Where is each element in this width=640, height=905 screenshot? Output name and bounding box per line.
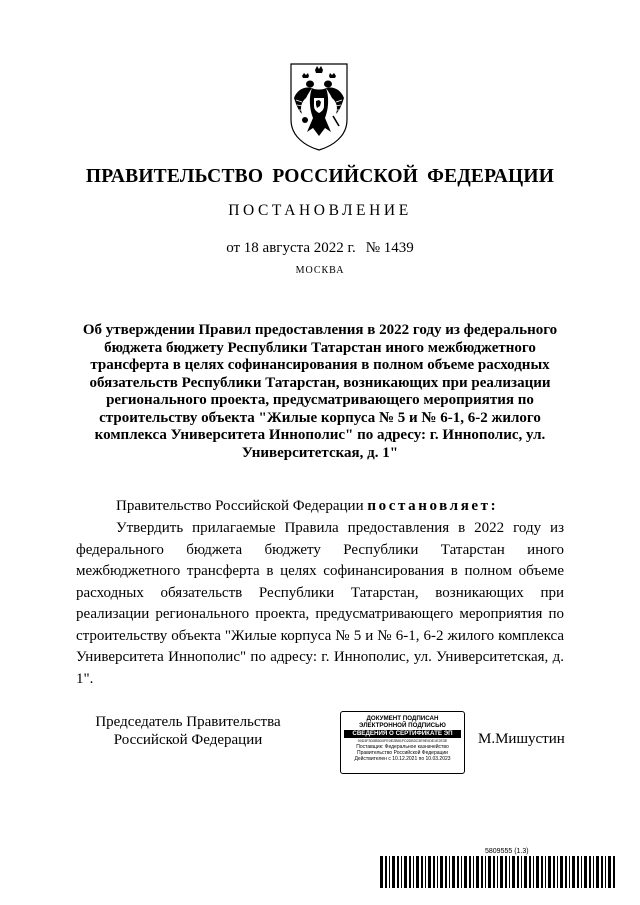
stamp-certificate-label: СВЕДЕНИЯ О СЕРТИФИКАТЕ ЭП [344,730,461,738]
document-number: № 1439 [365,240,414,256]
body-paragraph: Утвердить прилагаемые Правила предоставления в 2022 году из федерального бюджета бюджету Республики Татарстан иного межбюджетного трансферта в целях софинансирования в полном объеме расходных обязательств Республики Татарстан, возникающих при реализации регионального проекта, предусматривающего мероприятия по строительству объекта "Жилые корпуса № 5 и № 6-1, 6-2 жилого комплекса Университета Иннополис" по адресу: г. Иннополис, ул. Университетская, д. 1". [76,520,564,687]
stamp-validity: Действителен с 10.12.2021 по 10.03.2023 [354,756,451,762]
date-number-line [0,240,640,257]
signer-name: М.Мишустин [478,731,565,747]
signer-title [78,713,298,749]
barcode-icon [380,856,616,888]
resolves-word: постановляет: [367,498,499,514]
government-title: ПРАВИТЕЛЬСТВО РОССИЙСКОЙ ФЕДЕРАЦИИ [85,166,555,187]
document-heading: Об утверждении Правил предоставления в 2022 году из федерального бюджета бюджету Республики Татарстан иного межбюджетного трансферта в целях софинансирования в полном объеме расходных обязательств Республики Татарстан, возникающих при реализации регионального проекта, предусматривающего мероприятия по строительству объекта "Жилые корпуса № 5 и № 6-1, 6-2 жилого комплекса Университета Иннополис" по адресу: г. Иннополис, ул. Университетская, д. 1" [82,322,558,461]
stamp-serial: 00D3F3D5B5D0FE0E2BB1FD2DB3C3E9E0DE1E2E3E [357,739,448,743]
stamp-issuer-line1: Поставщик: Федеральное казначейство [356,744,449,750]
document-code: 5809555 (1.3) [485,848,529,855]
document-date: от 18 августа 2022 г. [226,240,356,256]
stamp-line1: ДОКУМЕНТ ПОДПИСАН [366,715,439,722]
electronic-signature-stamp [340,711,465,774]
signer-title-line1: Председатель Правительства [95,714,281,730]
city: МОСКВА [295,265,345,276]
document-type: ПОСТАНОВЛЕНИЕ [228,202,412,219]
stamp-issuer-line2: Правительство Российской Федерации [357,750,448,756]
stamp-line2: ЭЛЕКТРОННОЙ ПОДПИСЬЮ [359,722,446,729]
coat-of-arms-icon [288,60,350,152]
preamble-text: Правительство Российской Федерации [116,498,364,514]
signer-title-line2: Российской Федерации [113,732,263,748]
preamble [116,498,498,515]
